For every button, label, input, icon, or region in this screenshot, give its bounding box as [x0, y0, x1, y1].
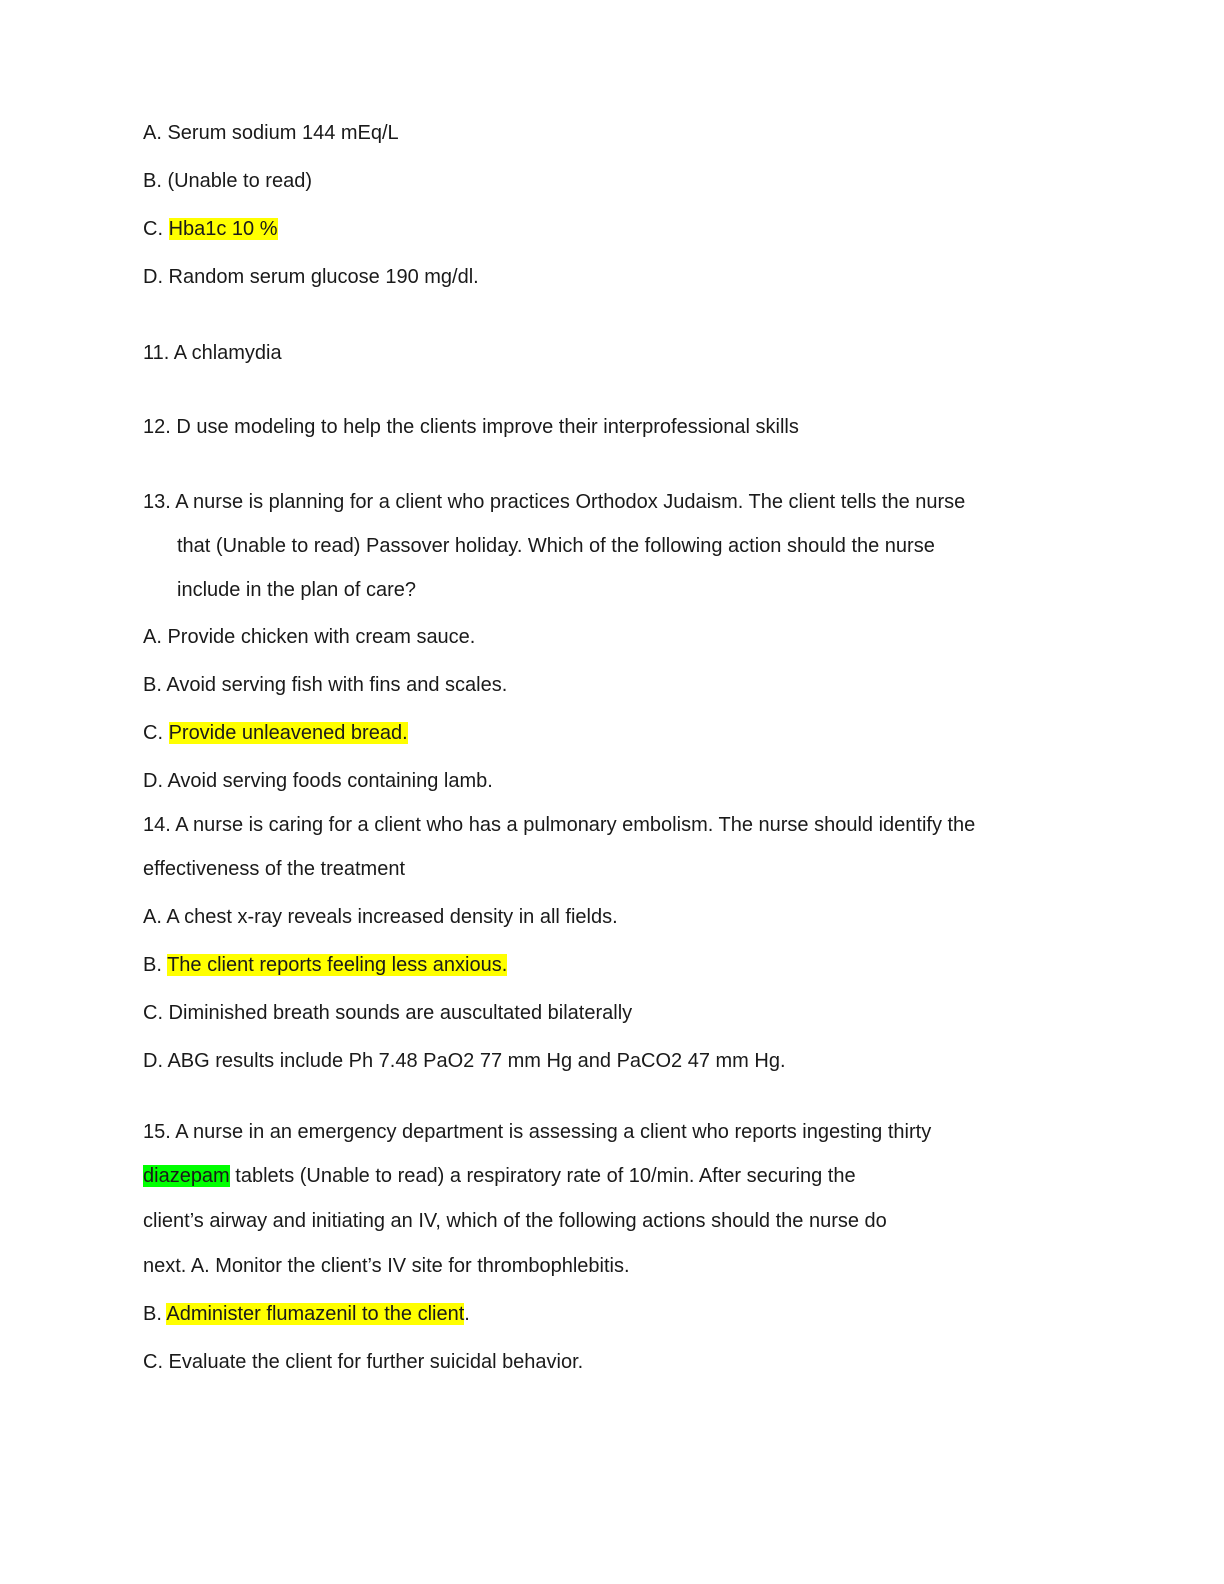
q13-stem-line-2: that (Unable to read) Passover holiday. Which of the following action should the nurse: [177, 535, 935, 557]
q12-answer: 12. D use modeling to help the clients improve their interprofessional skills: [143, 416, 799, 438]
q13-option-a: A. Provide chicken with cream sauce.: [143, 626, 476, 648]
q10-option-b: B. (Unable to read): [143, 170, 312, 192]
option-prefix: C.: [143, 218, 169, 240]
q11-answer: 11. A chlamydia: [143, 342, 282, 364]
q14-stem-line-1: 14. A nurse is caring for a client who has a pulmonary embolism. The nurse should identify the: [143, 814, 976, 836]
q14-option-c: C. Diminished breath sounds are auscultated bilaterally: [143, 1002, 633, 1024]
q10-option-c: [143, 216, 278, 242]
q13-stem-line-1: 13. A nurse is planning for a client who practices Orthodox Judaism. The client tells the nurse: [143, 491, 966, 513]
option-prefix: B.: [143, 954, 168, 976]
highlighted-answer: Hba1c 10 %: [168, 218, 278, 240]
option-suffix: .: [464, 1303, 470, 1325]
q15-stem-line-4: next. A. Monitor the client’s IV site for thrombophlebitis.: [143, 1255, 630, 1277]
stem-text: tablets (Unable to read) a respiratory rate of 10/min. After securing the: [229, 1165, 856, 1187]
q14-option-a: A. A chest x-ray reveals increased density in all fields.: [143, 906, 618, 928]
q10-option-a: A. Serum sodium 144 mEq/L: [143, 122, 399, 144]
option-prefix: B.: [143, 1303, 167, 1325]
highlighted-answer: Administer flumazenil to the client: [166, 1303, 465, 1325]
q14-stem-line-2: effectiveness of the treatment: [143, 858, 406, 880]
highlighted-term: diazepam: [143, 1165, 230, 1187]
q13-option-b: B. Avoid serving fish with fins and scales.: [143, 674, 508, 696]
q15-stem-line-2: [143, 1163, 856, 1189]
q15-stem-line-1: 15. A nurse in an emergency department is assessing a client who reports ingesting thirty: [143, 1121, 932, 1143]
highlighted-answer: The client reports feeling less anxious.: [167, 954, 508, 976]
highlighted-answer: Provide unleavened bread.: [168, 722, 408, 744]
option-prefix: C.: [143, 722, 169, 744]
q13-option-c: [143, 720, 408, 746]
q13-option-d: D. Avoid serving foods containing lamb.: [143, 770, 493, 792]
q14-option-b: [143, 952, 507, 978]
q15-stem-line-3: client’s airway and initiating an IV, which of the following actions should the nurse do: [143, 1210, 887, 1232]
q13-stem-line-3: include in the plan of care?: [177, 579, 417, 601]
q14-option-d: D. ABG results include Ph 7.48 PaO2 77 mm Hg and PaCO2 47 mm Hg.: [143, 1050, 786, 1072]
q10-option-d: D. Random serum glucose 190 mg/dl.: [143, 266, 479, 288]
q15-option-b: [143, 1301, 470, 1327]
q15-option-c: C. Evaluate the client for further suicidal behavior.: [143, 1351, 584, 1373]
